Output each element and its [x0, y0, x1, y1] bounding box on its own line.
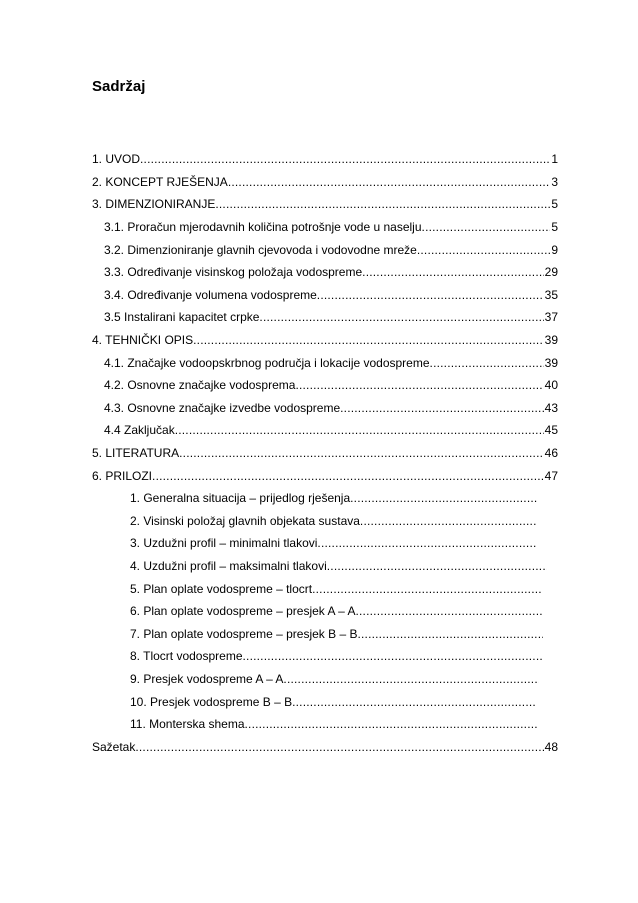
- dot-leader: [295, 377, 543, 393]
- toc-entry-label: 3. DIMENZIONIRANJE: [92, 197, 216, 211]
- dot-leader: [259, 309, 543, 325]
- dot-leader: [357, 626, 543, 642]
- toc-entry-label: 11. Monterska shema: [130, 717, 245, 731]
- dot-leader: [422, 219, 551, 235]
- toc-entry-label: 1. UVOD: [92, 152, 141, 166]
- dot-leader: [355, 603, 543, 619]
- dot-leader: [135, 739, 543, 755]
- dot-leader: [292, 694, 537, 710]
- toc-entry-label: 6. Plan oplate vodospreme – presjek A – A: [130, 604, 356, 618]
- toc-entry-page: 35: [544, 288, 558, 302]
- toc-entry-3-2[interactable]: [104, 242, 558, 258]
- toc-entry-3-3[interactable]: [104, 264, 558, 280]
- toc-entry-label: 4.4 Zaključak: [104, 423, 175, 437]
- toc-entry-prilog-3[interactable]: [130, 535, 538, 551]
- toc-entry-prilog-11[interactable]: [130, 716, 538, 732]
- dot-leader: [312, 581, 541, 597]
- toc-entry-page: 40: [544, 378, 558, 392]
- toc-entry-4-2[interactable]: [104, 377, 558, 393]
- page-title: Sadržaj: [92, 78, 146, 95]
- toc-entry-label: 4.2. Osnovne značajke vodosprema: [104, 378, 296, 392]
- toc-entry-prilog-4[interactable]: [130, 558, 548, 574]
- toc-entry-label: 3.2. Dimenzioniranje glavnih cjevovoda i vodovodne mreže: [104, 243, 417, 257]
- toc-entry-page: 43: [544, 401, 558, 415]
- toc-entry-label: 3.1. Proračun mjerodavnih količina potrošnje vode u naselju: [104, 220, 422, 234]
- toc-entry-uvod[interactable]: [92, 151, 558, 167]
- toc-entry-label: 4.3. Osnovne značajke izvedbe vodospreme: [104, 401, 341, 415]
- toc-entry-4-1[interactable]: [104, 355, 558, 371]
- toc-entry-label: 3.3. Određivanje visinskog položaja vodospreme: [104, 265, 363, 279]
- dot-leader: [327, 558, 547, 574]
- dot-leader: [140, 151, 550, 167]
- toc-entry-literatura[interactable]: [92, 445, 558, 461]
- toc-entry-label: 2. KONCEPT RJEŠENJA: [92, 175, 228, 189]
- dot-leader: [243, 648, 544, 664]
- toc-entry-3-5[interactable]: [104, 309, 558, 325]
- dot-leader: [152, 468, 544, 484]
- toc-entry-page: 29: [544, 265, 558, 279]
- dot-leader: [215, 196, 550, 212]
- toc-entry-prilog-1[interactable]: [130, 490, 538, 506]
- toc-entry-page: 45: [544, 423, 558, 437]
- toc-entry-label: 7. Plan oplate vodospreme – presjek B – B: [130, 627, 358, 641]
- toc-entry-label: 3.5 Instalirani kapacitet crpke: [104, 310, 260, 324]
- toc-entry-label: 10. Presjek vodospreme B – B: [130, 695, 293, 709]
- toc-entry-label: 5. Plan oplate vodospreme – tlocrt: [130, 582, 313, 596]
- toc-entry-prilog-2[interactable]: [130, 513, 538, 529]
- toc-entry-page: 5: [551, 220, 558, 234]
- toc-entry-prilozi[interactable]: [92, 468, 558, 484]
- toc-entry-label: 1. Generalna situacija – prijedlog rješenja: [130, 491, 351, 505]
- toc-entry-dimenzioniranje[interactable]: [92, 196, 558, 212]
- toc-entry-page: 47: [544, 469, 558, 483]
- toc-entry-page: 37: [544, 310, 558, 324]
- dot-leader: [350, 490, 537, 506]
- toc-entry-label: 2. Visinski položaj glavnih objekata sustava: [130, 514, 360, 528]
- toc-entry-label: 5. LITERATURA: [92, 446, 180, 460]
- dot-leader: [430, 355, 544, 371]
- dot-leader: [228, 174, 550, 190]
- toc-entry-prilog-8[interactable]: [130, 648, 544, 664]
- toc-entry-label: 3. Uzdužni profil – minimalni tlakovi: [130, 536, 318, 550]
- toc-entry-label: 9. Presjek vodospreme A – A: [130, 672, 284, 686]
- toc-entry-prilog-6[interactable]: [130, 603, 544, 619]
- dot-leader: [340, 400, 544, 416]
- toc-entry-page: 48: [544, 740, 558, 754]
- toc-entry-3-4[interactable]: [104, 287, 558, 303]
- toc-entry-page: 46: [544, 446, 558, 460]
- toc-entry-page: 39: [544, 356, 558, 370]
- toc-entry-4-4[interactable]: [104, 422, 558, 438]
- toc-entry-label: 4.1. Značajke vodoopskrbnog područja i lokacije vodospreme: [104, 356, 430, 370]
- dot-leader: [179, 445, 544, 461]
- toc-entry-prilog-5[interactable]: [130, 581, 542, 597]
- dot-leader: [362, 264, 543, 280]
- toc-entry-koncept-rjesenja[interactable]: [92, 174, 558, 190]
- toc-entry-page: 5: [551, 197, 558, 211]
- toc-entry-label: Sažetak: [92, 740, 136, 754]
- toc-entry-3-1[interactable]: [104, 219, 558, 235]
- toc-entry-prilog-7[interactable]: [130, 626, 544, 642]
- toc-entry-page: 39: [544, 333, 558, 347]
- toc-entry-label: 3.4. Određivanje volumena vodospreme: [104, 288, 317, 302]
- toc-entry-label: 6. PRILOZI: [92, 469, 153, 483]
- dot-leader: [193, 332, 544, 348]
- toc-entry-tehnicki-opis[interactable]: [92, 332, 558, 348]
- toc-entry-label: 4. TEHNIČKI OPIS: [92, 333, 194, 347]
- dot-leader: [175, 422, 544, 438]
- toc-entry-4-3[interactable]: [104, 400, 558, 416]
- toc-entry-prilog-9[interactable]: [130, 671, 540, 687]
- toc-entry-page: 1: [551, 152, 558, 166]
- dot-leader: [317, 535, 537, 551]
- toc-entry-label: 8. Tlocrt vodospreme: [130, 649, 243, 663]
- toc-entry-sazetak[interactable]: [92, 739, 558, 755]
- dot-leader: [317, 287, 544, 303]
- dot-leader: [417, 242, 550, 258]
- dot-leader: [360, 513, 537, 529]
- toc-entry-page: 9: [551, 243, 558, 257]
- toc-entry-prilog-10[interactable]: [130, 694, 538, 710]
- toc-entry-page: 3: [551, 175, 558, 189]
- toc-entry-label: 4. Uzdužni profil – maksimalni tlakovi: [130, 559, 327, 573]
- dot-leader: [283, 671, 539, 687]
- dot-leader: [245, 716, 538, 732]
